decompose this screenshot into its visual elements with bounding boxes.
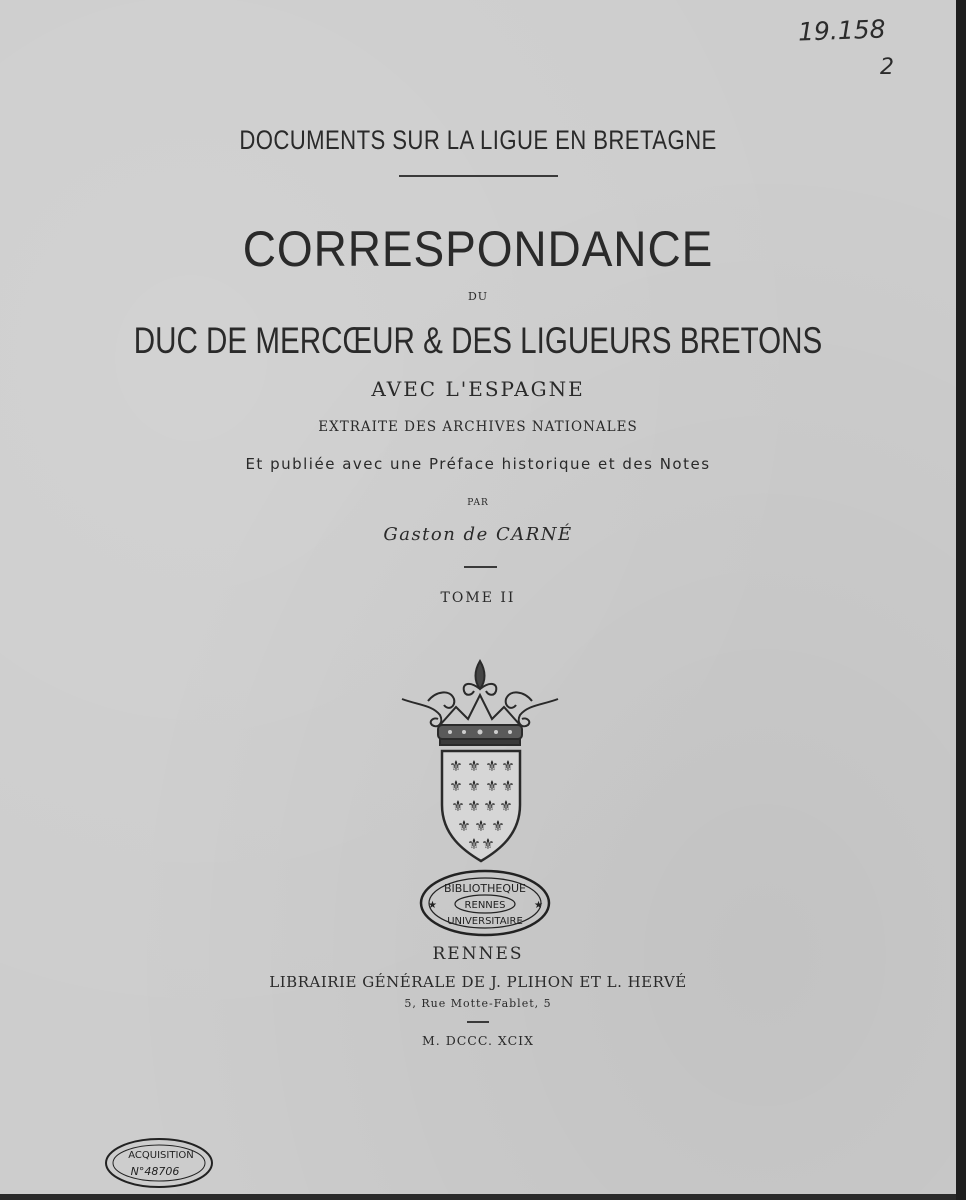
svg-text:⚜: ⚜ xyxy=(449,777,463,795)
subtitle: DUC DE MERCŒUR & DES LIGUEURS BRETONS xyxy=(133,320,823,361)
author-name: Gaston de CARNÉ xyxy=(383,524,573,545)
series-title: DOCUMENTS SUR LA LIGUE EN BRETAGNE xyxy=(239,125,717,155)
svg-text:⚜: ⚜ xyxy=(485,757,499,775)
svg-text:⚜: ⚜ xyxy=(474,817,488,835)
publisher-address: 5, Rue Motte-Fablet, 5 xyxy=(404,997,552,1010)
coat-of-arms-icon xyxy=(398,655,563,865)
svg-text:⚜: ⚜ xyxy=(481,835,495,853)
scan-edge xyxy=(956,0,966,1200)
svg-text:⚜: ⚜ xyxy=(451,797,465,815)
handwritten-shelf-number: 19.158 xyxy=(797,14,886,47)
svg-text:⚜: ⚜ xyxy=(499,797,513,815)
library-stamp-icon xyxy=(418,868,552,938)
publication-date: M. DCCC. XCIX xyxy=(421,1033,535,1048)
svg-text:⚜: ⚜ xyxy=(467,777,481,795)
svg-text:★: ★ xyxy=(428,900,437,911)
main-title: CORRESPONDANCE xyxy=(242,221,714,277)
handwritten-volume-number: 2 xyxy=(880,55,894,80)
svg-text:⚜: ⚜ xyxy=(501,757,515,775)
series-divider xyxy=(399,175,558,177)
svg-text:⚜: ⚜ xyxy=(501,777,515,795)
svg-text:⚜: ⚜ xyxy=(467,797,481,815)
subtitle-continuation: AVEC L'ESPAGNE xyxy=(371,377,585,401)
svg-text:⚜: ⚜ xyxy=(467,757,481,775)
library-stamp-line2: RENNES xyxy=(464,900,506,911)
svg-text:⚜: ⚜ xyxy=(457,817,471,835)
connector-word: DU xyxy=(467,290,489,303)
svg-text:⚜: ⚜ xyxy=(467,835,481,853)
svg-text:⚜: ⚜ xyxy=(485,777,499,795)
svg-text:⚜: ⚜ xyxy=(491,817,505,835)
source-note: EXTRAITE DES ARCHIVES NATIONALES xyxy=(318,419,638,435)
library-stamp-line1: BIBLIOTHEQUE xyxy=(444,882,526,895)
svg-text:⚜: ⚜ xyxy=(483,797,497,815)
publisher-city: RENNES xyxy=(432,944,524,964)
imprint-divider xyxy=(467,1021,489,1023)
library-stamp-line3: UNIVERSITAIRE xyxy=(447,916,523,927)
publication-note: Et publiée avec une Préface historique et des Notes xyxy=(245,455,711,473)
author-divider xyxy=(464,566,497,568)
acquisition-stamp-icon xyxy=(103,1135,215,1191)
ducal-crown-icon xyxy=(402,661,558,745)
svg-text:⚜: ⚜ xyxy=(449,757,463,775)
by-label: PAR xyxy=(467,498,489,508)
ermine-shield-icon xyxy=(442,751,520,861)
volume-label: TOME II xyxy=(440,590,516,606)
svg-text:★: ★ xyxy=(534,900,543,911)
acquisition-label: ACQUISITION xyxy=(128,1150,194,1161)
acquisition-number: N°48706 xyxy=(130,1165,180,1178)
publisher-name: LIBRAIRIE GÉNÉRALE DE J. PLIHON ET L. HERVÉ xyxy=(269,973,687,991)
